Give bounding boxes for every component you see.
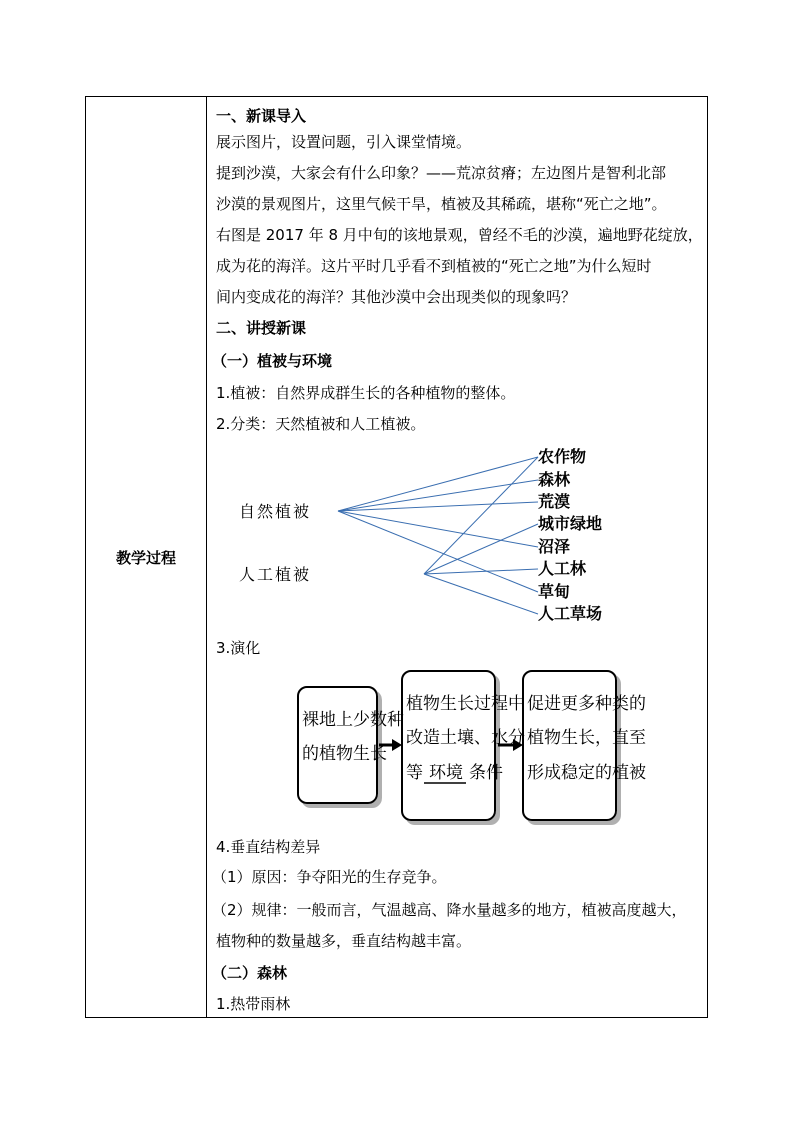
box2-line: 植物生长过程中 [406,694,525,714]
link-line [338,511,538,592]
section-heading-new-lesson: 二、讲授新课 [216,319,307,337]
box1-line: 裸地上少数种 [302,710,404,730]
box3-line: 植物生长，直至 [527,728,646,748]
section-heading-intro: 一、新课导入 [216,107,307,125]
box2-prefix: 等 [406,763,423,783]
source-artificial-vegetation: 人工植被 [239,565,312,584]
item-vertical-rule-cont: 植物种的数量越多，垂直结构越丰富。 [216,932,472,950]
box3-line: 形成稳定的植被 [527,763,646,783]
box2-suffix: 条件 [469,763,503,783]
box2-line: 改造土壤、水分 [406,728,525,748]
link-line [424,524,538,574]
subheading-vegetation-environment: （一）植被与环境 [212,352,333,370]
item-tropical-rainforest: 1.热带雨林 [216,995,291,1013]
item-vertical-structure: 4.垂直结构差异 [216,838,321,856]
subheading-forest: （二）森林 [212,964,288,982]
link-line [338,511,538,547]
evolution-flow [216,667,702,829]
item-vertical-rule: （2）规律：一般而言，气温越高、降水量越多的地方，植被高度越大， [212,901,687,919]
target-crops: 农作物 [538,447,587,466]
target-forest: 森林 [538,470,571,489]
item-classification: 2.分类：天然植被和人工植被。 [216,415,426,433]
target-meadow: 草甸 [538,582,571,601]
paragraph-line: 右图是 2017 年 8 月中旬的该地景观，曾经不毛的沙漠，遍地野花绽放， [216,226,703,244]
source-natural-vegetation: 自然植被 [239,502,312,521]
paragraph-intro: 展示图片，设置问题，引入课堂情境。 [216,133,472,151]
paragraph-line: 间内变成花的海洋？其他沙漠中会出现类似的现象吗？ [216,288,577,306]
box3-line: 促进更多种类的 [527,694,646,714]
link-line [424,569,538,574]
link-line [424,574,538,614]
target-artificial-forest: 人工林 [538,559,587,578]
paragraph-line: 提到沙漠，大家会有什么印象？——荒凉贫瘠；左边图片是智利北部 [216,164,667,182]
target-urban-green: 城市绿地 [538,514,603,533]
target-desert: 荒漠 [538,492,571,511]
item-vertical-reason: （1）原因：争夺阳光的生存竞争。 [212,868,447,886]
arrow-head-icon [392,739,402,751]
target-artificial-grassland: 人工草场 [538,604,603,622]
classification-diagram [216,447,702,622]
box2-blank-answer: 环境 [429,763,463,783]
column-divider [206,97,207,1017]
box1-line: 的植物生长 [302,744,387,764]
link-line [424,457,538,574]
paragraph-line: 沙漠的景观图片，这里气候干旱，植被及其稀疏，堪称“死亡之地”。 [216,195,667,213]
paragraph-line: 成为花的海洋。这片平时几乎看不到植被的“死亡之地”为什么短时 [216,257,652,275]
item-vegetation-definition: 1.植被：自然界成群生长的各种植物的整体。 [216,384,516,402]
target-swamp: 沼泽 [538,537,571,556]
row-label-teaching-process: 教学过程 [115,548,176,567]
lesson-table [85,96,708,1018]
item-evolution: 3.演化 [216,639,261,657]
